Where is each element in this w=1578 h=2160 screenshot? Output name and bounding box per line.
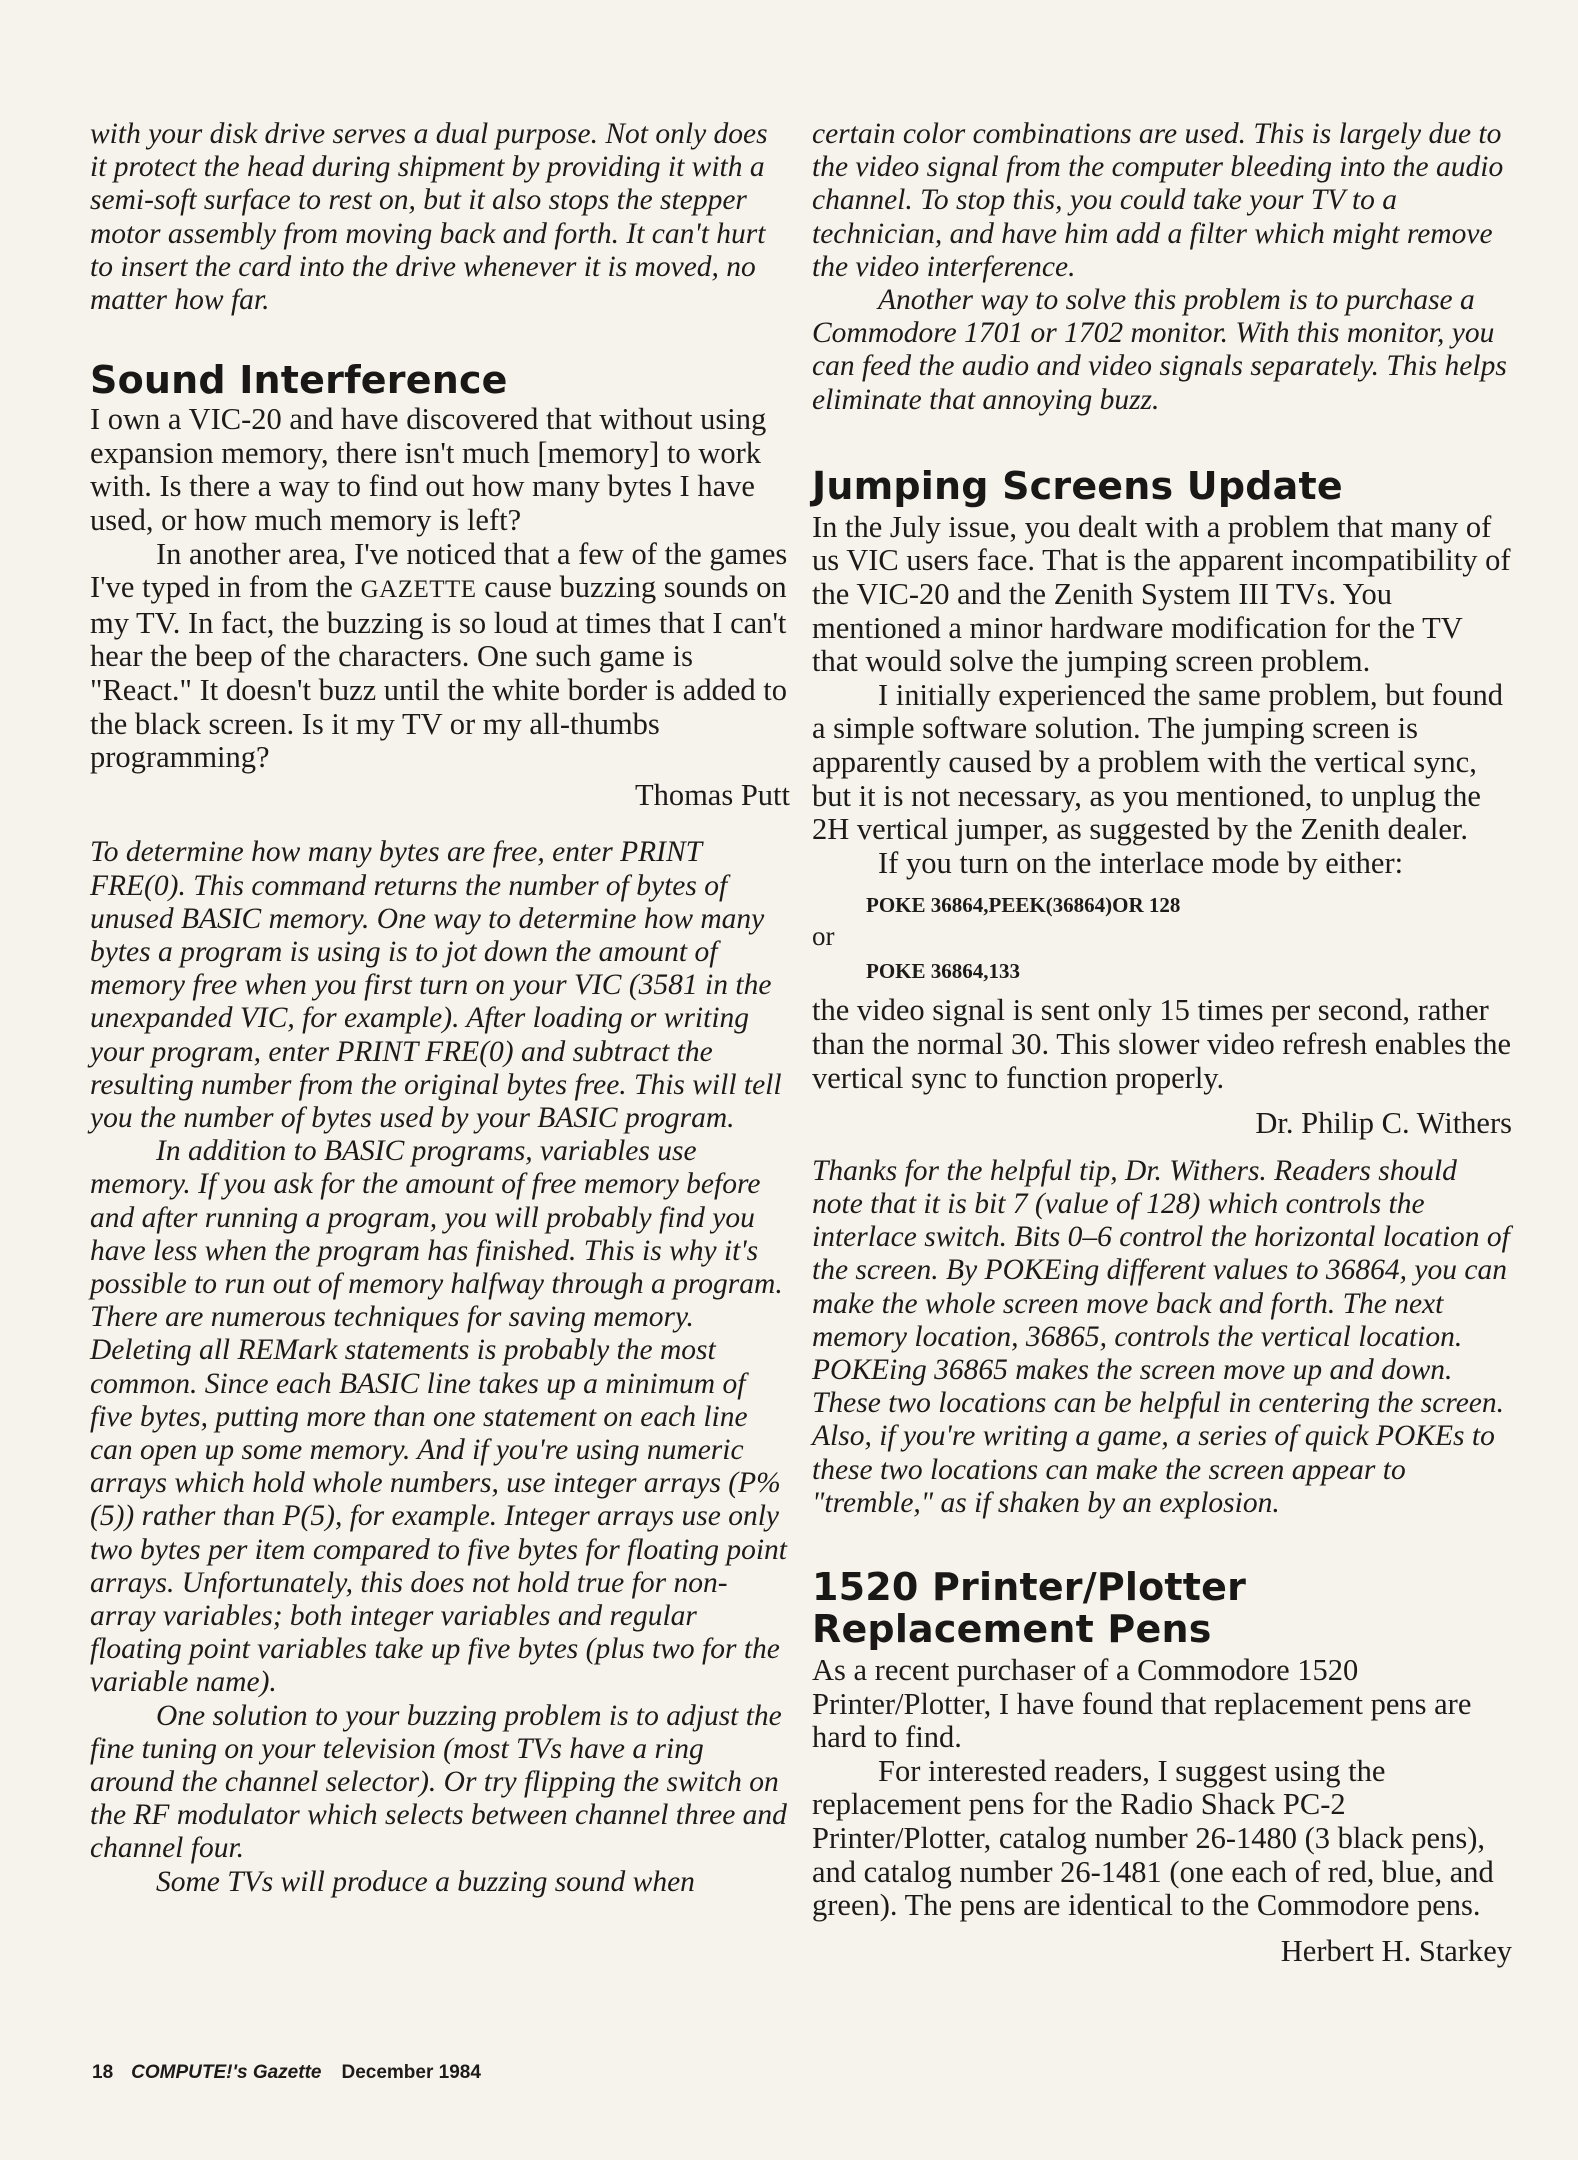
pens-heading-line-2: Replacement Pens (812, 1606, 1212, 1651)
or-separator: or (812, 921, 835, 952)
page-footer (92, 2062, 481, 2084)
sound-letter-signature: Thomas Putt (634, 777, 790, 812)
continued-answer: with your disk drive serves a dual purpose. Not only does it protect the head during shipment by providing it with a semi-soft surface to rest on, but it also stops the stepper motor assembly from moving back and forth. It can't hurt to insert the card into the drive whenever it is moved, no matter how far. (90, 118, 768, 317)
left-column (90, 118, 790, 1899)
code-line-poke: POKE 36864,133 (866, 959, 1021, 984)
page-number: 18 (92, 2062, 114, 2083)
sound-interference-heading: Sound Interference (90, 358, 508, 403)
replacement-pens-heading (812, 1566, 1512, 1650)
jump-letter-paragraph-2: I initially experienced the same problem, but found a simple software solution. The jumping screen is apparently caused by a problem with the vertical sync, but it is not necessary, as you mentioned, to unplug the 2H vertical jumper, as suggested by the Zenith dealer. (812, 677, 1504, 847)
sound-answer-paragraph-5: Another way to solve this problem is to purchase a Commodore 1701 or 1702 monitor. With this monitor, you can feed the audio and video signals separately. This helps eliminate that annoying buzz. (812, 284, 1507, 416)
right-column (812, 118, 1512, 1968)
sound-answer-continued: certain color combinations are used. This is largely due to the video signal from the computer bleeding into the audio channel. To stop this, you could take your TV to a technician, and have him add a filter which might remove the video interference. (812, 118, 1504, 283)
code-line-poke-peek: POKE 36864,PEEK(36864)OR 128 (866, 893, 1181, 918)
sound-letter-p2-before: In another area, I've noticed that a few of the games I've typed in from the (90, 536, 788, 605)
pens-letter-paragraph-2: For interested readers, I suggest using the replacement pens for the Radio Shack PC-2 Printer/Plotter, catalog number 26-1480 (3 black pens), and catalog number 26-1481 (one each of red, blue, and green). The pens are identical to the Commodore pens. (812, 1753, 1494, 1923)
sound-letter-paragraph-2 (90, 538, 790, 775)
jump-letter-paragraph-1: In the July issue, you dealt with a problem that many of us VIC users face. That is the apparent incompatibility of the VIC-20 and the Zenith System III TVs. You mentioned a minor hardware modification for the TV that would solve the jumping screen problem. (812, 509, 1511, 679)
jumping-screens-heading: Jumping Screens Update (812, 463, 1343, 508)
pens-heading-line-1: 1520 Printer/Plotter (812, 1564, 1247, 1609)
sound-answer-paragraph-2: In addition to BASIC programs, variables use memory. If you ask for the amount of free memory before and after running a program, you will probably find you have less when the program has finished. This is why it's possible to run out of memory halfway through a program. There are numerous techniques for saving memory. Deleting all REMark statements is probably the most common. Since each BASIC line takes up a minimum of five bytes, putting more than one statement on each line can open up some memory. And if you're using numeric arrays which hold whole numbers, use integer arrays (P%(5)) rather than P(5), for example. Integer arrays use only two bytes per item compared to five bytes for floating point arrays. Unfortunately, this does not hold true for non-array variables; both integer variables and regular floating point variables take up five bytes (plus two for the variable name). (90, 1135, 787, 1699)
publication-name: COMPUTE!'s Gazette (131, 2062, 322, 2083)
sound-letter-paragraph-1: I own a VIC-20 and have discovered that without using expansion memory, there isn't much [memory] to work with. Is there a way to find out how many bytes I have used, or how much memory is left? (90, 402, 767, 537)
jump-letter-signature: Dr. Philip C. Withers (1255, 1106, 1512, 1141)
sound-letter-p2-after: cause buzzing sounds on my TV. In fact, the buzzing is so loud at times that I can't hear the beep of the characters. One such game is "React." It doesn't buzz until the white border is added to the black screen. Is it my TV or my all-thumbs programming? (90, 570, 787, 775)
issue-date: December 1984 (341, 2062, 481, 2083)
jump-answer-paragraph: Thanks for the helpful tip, Dr. Withers. Readers should note that it is bit 7 (value of 128) which controls the interlace switch. Bits 0–6 control the horizontal location of the screen. By POKEing different values to 36864, you can make the whole screen move back and forth. The next memory location, 36865, controls the vertical location. POKEing 36865 makes the screen move up and down. These two locations can be helpful in centering the screen. Also, if you're writing a game, a series of quick POKEs to these two locations can make the screen appear to "tremble," as if shaken by an explosion. (812, 1154, 1510, 1519)
pens-letter-paragraph-1: As a recent purchaser of a Commodore 1520 Printer/Plotter, I have found that replacement pens are hard to find. (812, 1652, 1472, 1755)
jump-letter-paragraph-4: the video signal is sent only 15 times per second, rather than the normal 30. This slower video refresh enables the vertical sync to function properly. (812, 993, 1512, 1095)
jump-letter-paragraph-3: If you turn on the interlace mode by either: (878, 845, 1404, 880)
sound-answer-paragraph-4: Some TVs will produce a buzzing sound when (156, 1865, 695, 1898)
sound-answer-paragraph-3: One solution to your buzzing problem is to adjust the fine tuning on your television (most TVs have a ring around the channel selector). Or try flipping the switch on the RF modulator which selects between channel three and channel four. (90, 1699, 787, 1865)
pens-letter-signature: Herbert H. Starkey (1280, 1933, 1512, 1968)
sound-answer-paragraph-1: To determine how many bytes are free, enter PRINT FRE(0). This command returns the number of bytes of unused BASIC memory. One way to determine how many bytes a program is using is to jot down the amount of memory free when you first turn on your VIC (3581 in the unexpanded VIC, for example). After loading or writing your program, enter PRINT FRE(0) and subtract the resulting number from the original bytes free. This will tell you the number of bytes used by your BASIC program. (90, 836, 782, 1134)
magazine-name: GAZETTE (360, 576, 477, 604)
